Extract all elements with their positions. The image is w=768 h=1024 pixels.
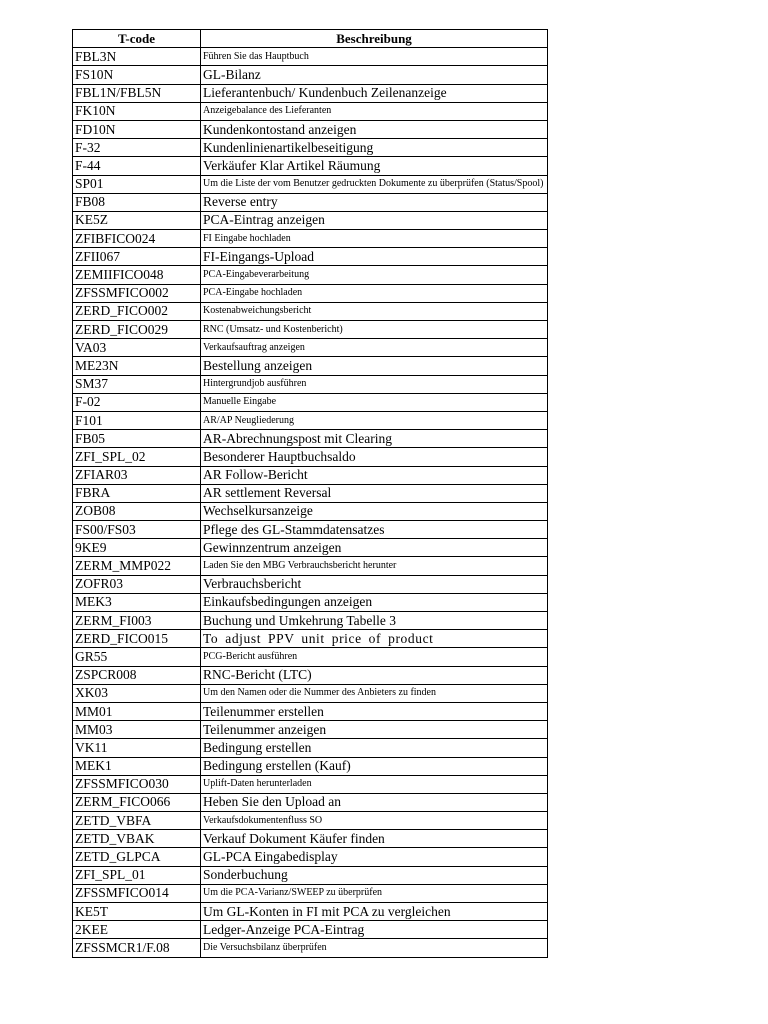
table-row bbox=[73, 66, 548, 84]
tcode-cell: ZETD_VBFA bbox=[73, 812, 201, 830]
tcode-cell: MEK3 bbox=[73, 593, 201, 611]
description-cell: Um den Namen oder die Nummer des Anbieters zu finden bbox=[201, 684, 548, 702]
description-cell: RNC (Umsatz- und Kostenbericht) bbox=[201, 321, 548, 339]
table-row bbox=[73, 939, 548, 957]
table-row bbox=[73, 393, 548, 411]
tcode-cell: ZOFR03 bbox=[73, 575, 201, 593]
tcode-cell: ZFSSMFICO030 bbox=[73, 775, 201, 793]
table-row bbox=[73, 484, 548, 502]
tcode-cell: VK11 bbox=[73, 739, 201, 757]
description-cell: PCG-Bericht ausführen bbox=[201, 648, 548, 666]
description-cell: Wechselkursanzeige bbox=[201, 502, 548, 520]
description-cell: Ledger-Anzeige PCA-Eintrag bbox=[201, 921, 548, 939]
description-cell: Pflege des GL-Stammdatensatzes bbox=[201, 521, 548, 539]
description-cell: AR Follow-Bericht bbox=[201, 466, 548, 484]
description-cell: PCA-Eingabeverarbeitung bbox=[201, 266, 548, 284]
table-row bbox=[73, 302, 548, 320]
table-row bbox=[73, 884, 548, 902]
tcode-table bbox=[72, 29, 548, 958]
table-body bbox=[73, 48, 548, 957]
tcode-cell: GR55 bbox=[73, 648, 201, 666]
description-cell: AR/AP Neugliederung bbox=[201, 411, 548, 429]
tcode-cell: ZFII067 bbox=[73, 248, 201, 266]
description-cell: AR settlement Reversal bbox=[201, 484, 548, 502]
description-cell: Besonderer Hauptbuchsaldo bbox=[201, 448, 548, 466]
description-cell: RNC-Bericht (LTC) bbox=[201, 666, 548, 684]
table-row bbox=[73, 230, 548, 248]
table-row bbox=[73, 357, 548, 375]
table-row bbox=[73, 48, 548, 66]
table-row bbox=[73, 848, 548, 866]
table-row bbox=[73, 793, 548, 811]
header-beschreibung: Beschreibung bbox=[201, 30, 548, 48]
table-row bbox=[73, 539, 548, 557]
description-cell: To adjust PPV unit price of product bbox=[201, 630, 548, 648]
tcode-cell: SP01 bbox=[73, 175, 201, 193]
description-cell: GL-PCA Eingabedisplay bbox=[201, 848, 548, 866]
table-row bbox=[73, 466, 548, 484]
tcode-cell: ZERM_FICO066 bbox=[73, 793, 201, 811]
table-row bbox=[73, 593, 548, 611]
table-row bbox=[73, 612, 548, 630]
tcode-cell: FD10N bbox=[73, 120, 201, 138]
tcode-cell: F-32 bbox=[73, 139, 201, 157]
tcode-cell: SM37 bbox=[73, 375, 201, 393]
description-cell: FI-Eingangs-Upload bbox=[201, 248, 548, 266]
table-row bbox=[73, 139, 548, 157]
description-cell: PCA-Eingabe hochladen bbox=[201, 284, 548, 302]
tcode-cell: VA03 bbox=[73, 339, 201, 357]
tcode-cell: FBRA bbox=[73, 484, 201, 502]
table-row bbox=[73, 502, 548, 520]
tcode-cell: ZFIBFICO024 bbox=[73, 230, 201, 248]
table-row bbox=[73, 684, 548, 702]
table-row bbox=[73, 375, 548, 393]
table-row bbox=[73, 903, 548, 921]
description-cell: FI Eingabe hochladen bbox=[201, 230, 548, 248]
description-cell: Um die Liste der vom Benutzer gedruckten Dokumente zu überprüfen (Status/Spool) bbox=[201, 175, 548, 193]
tcode-cell: ZOB08 bbox=[73, 502, 201, 520]
tcode-cell: F-44 bbox=[73, 157, 201, 175]
table-row bbox=[73, 575, 548, 593]
table-header-row bbox=[73, 30, 548, 48]
description-cell: Bedingung erstellen (Kauf) bbox=[201, 757, 548, 775]
tcode-cell: ZSPCR008 bbox=[73, 666, 201, 684]
tcode-cell: ZERD_FICO029 bbox=[73, 321, 201, 339]
tcode-cell: ZFI_SPL_02 bbox=[73, 448, 201, 466]
table-row bbox=[73, 521, 548, 539]
description-cell: Gewinnzentrum anzeigen bbox=[201, 539, 548, 557]
tcode-cell: ME23N bbox=[73, 357, 201, 375]
table-row bbox=[73, 339, 548, 357]
description-cell: Führen Sie das Hauptbuch bbox=[201, 48, 548, 66]
table-row bbox=[73, 284, 548, 302]
table-row bbox=[73, 557, 548, 575]
description-cell: Kundenkontostand anzeigen bbox=[201, 120, 548, 138]
table-row bbox=[73, 757, 548, 775]
table-row bbox=[73, 102, 548, 120]
description-cell: Verkäufer Klar Artikel Räumung bbox=[201, 157, 548, 175]
tcode-cell: ZERD_FICO015 bbox=[73, 630, 201, 648]
description-cell: Buchung und Umkehrung Tabelle 3 bbox=[201, 612, 548, 630]
description-cell: Teilenummer anzeigen bbox=[201, 721, 548, 739]
tcode-cell: F101 bbox=[73, 411, 201, 429]
description-cell: Die Versuchsbilanz überprüfen bbox=[201, 939, 548, 957]
description-cell: GL-Bilanz bbox=[201, 66, 548, 84]
tcode-cell: 2KEE bbox=[73, 921, 201, 939]
description-cell: Sonderbuchung bbox=[201, 866, 548, 884]
tcode-cell: ZEMIIFICO048 bbox=[73, 266, 201, 284]
description-cell: Bestellung anzeigen bbox=[201, 357, 548, 375]
description-cell: Einkaufsbedingungen anzeigen bbox=[201, 593, 548, 611]
table-row bbox=[73, 211, 548, 229]
tcode-cell: ZETD_GLPCA bbox=[73, 848, 201, 866]
tcode-cell: ZERM_MMP022 bbox=[73, 557, 201, 575]
table-row bbox=[73, 775, 548, 793]
tcode-cell: ZFIAR03 bbox=[73, 466, 201, 484]
tcode-cell: ZFSSMFICO002 bbox=[73, 284, 201, 302]
description-cell: Kostenabweichungsbericht bbox=[201, 302, 548, 320]
tcode-cell: FK10N bbox=[73, 102, 201, 120]
table-row bbox=[73, 648, 548, 666]
description-cell: Um GL-Konten in FI mit PCA zu vergleichen bbox=[201, 903, 548, 921]
table-row bbox=[73, 666, 548, 684]
table-row bbox=[73, 630, 548, 648]
description-cell: Lieferantenbuch/ Kundenbuch Zeilenanzeige bbox=[201, 84, 548, 102]
tcode-cell: KE5T bbox=[73, 903, 201, 921]
description-cell: Kundenlinienartikelbeseitigung bbox=[201, 139, 548, 157]
tcode-cell: FS00/FS03 bbox=[73, 521, 201, 539]
tcode-cell: MM01 bbox=[73, 702, 201, 720]
table-row bbox=[73, 84, 548, 102]
description-cell: Reverse entry bbox=[201, 193, 548, 211]
description-cell: Manuelle Eingabe bbox=[201, 393, 548, 411]
tcode-cell: F-02 bbox=[73, 393, 201, 411]
tcode-cell: ZFSSMCR1/F.08 bbox=[73, 939, 201, 957]
description-cell: Uplift-Daten herunterladen bbox=[201, 775, 548, 793]
table-row bbox=[73, 448, 548, 466]
tcode-cell: MEK1 bbox=[73, 757, 201, 775]
description-cell: Bedingung erstellen bbox=[201, 739, 548, 757]
table-row bbox=[73, 411, 548, 429]
description-cell: Verkaufsdokumentenfluss SO bbox=[201, 812, 548, 830]
tcode-cell: FS10N bbox=[73, 66, 201, 84]
description-cell: Teilenummer erstellen bbox=[201, 702, 548, 720]
table-row bbox=[73, 721, 548, 739]
table-row bbox=[73, 702, 548, 720]
description-cell: PCA-Eintrag anzeigen bbox=[201, 211, 548, 229]
table-row bbox=[73, 193, 548, 211]
tcode-cell: FB08 bbox=[73, 193, 201, 211]
description-cell: Verkauf Dokument Käufer finden bbox=[201, 830, 548, 848]
table-row bbox=[73, 321, 548, 339]
table-row bbox=[73, 175, 548, 193]
table-row bbox=[73, 921, 548, 939]
description-cell: Anzeigebalance des Lieferanten bbox=[201, 102, 548, 120]
table-row bbox=[73, 812, 548, 830]
description-cell: Heben Sie den Upload an bbox=[201, 793, 548, 811]
tcode-cell: ZERD_FICO002 bbox=[73, 302, 201, 320]
table-row bbox=[73, 157, 548, 175]
tcode-cell: FBL1N/FBL5N bbox=[73, 84, 201, 102]
tcode-cell: MM03 bbox=[73, 721, 201, 739]
table-row bbox=[73, 830, 548, 848]
description-cell: Hintergrundjob ausführen bbox=[201, 375, 548, 393]
tcode-cell: XK03 bbox=[73, 684, 201, 702]
tcode-cell: FB05 bbox=[73, 430, 201, 448]
description-cell: Verbrauchsbericht bbox=[201, 575, 548, 593]
table-row bbox=[73, 120, 548, 138]
tcode-cell: FBL3N bbox=[73, 48, 201, 66]
table-row bbox=[73, 739, 548, 757]
header-tcode: T-code bbox=[73, 30, 201, 48]
description-cell: Um die PCA-Varianz/SWEEP zu überprüfen bbox=[201, 884, 548, 902]
description-cell: AR-Abrechnungspost mit Clearing bbox=[201, 430, 548, 448]
tcode-cell: ZETD_VBAK bbox=[73, 830, 201, 848]
table-row bbox=[73, 248, 548, 266]
description-cell: Laden Sie den MBG Verbrauchsbericht herunter bbox=[201, 557, 548, 575]
table-row bbox=[73, 266, 548, 284]
tcode-cell: ZFI_SPL_01 bbox=[73, 866, 201, 884]
tcode-cell: ZERM_FI003 bbox=[73, 612, 201, 630]
table-row bbox=[73, 866, 548, 884]
tcode-cell: KE5Z bbox=[73, 211, 201, 229]
tcode-cell: 9KE9 bbox=[73, 539, 201, 557]
description-cell: Verkaufsauftrag anzeigen bbox=[201, 339, 548, 357]
tcode-cell: ZFSSMFICO014 bbox=[73, 884, 201, 902]
table-row bbox=[73, 430, 548, 448]
